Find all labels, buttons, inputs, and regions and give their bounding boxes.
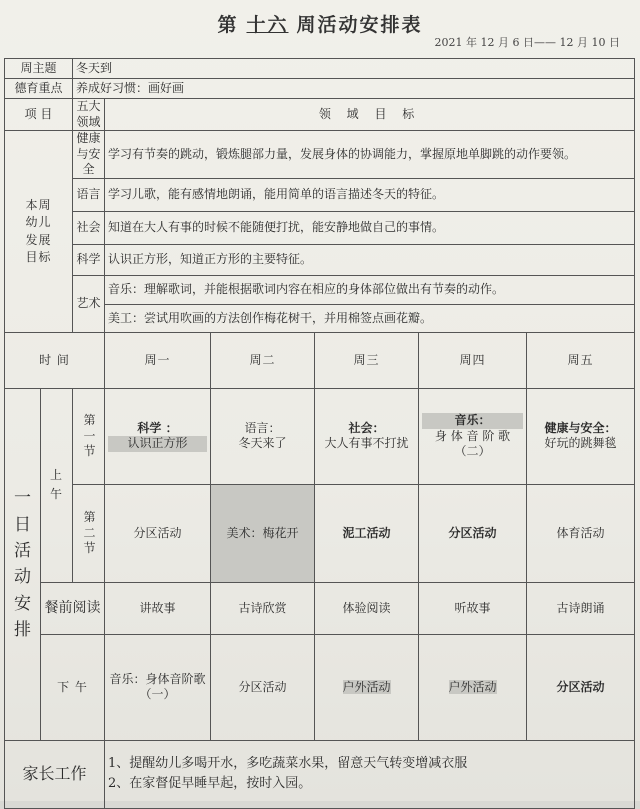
mon-first: 科学 ： 认识正方形 [105, 388, 211, 484]
moral-row [5, 79, 635, 99]
mon-reading: 讲故事 [105, 582, 211, 634]
goal-society: 知道在大人有事的时候不能随便打扰，能安静地做自己的事情。 [105, 211, 635, 244]
afternoon-label: 下 午 [41, 634, 105, 740]
moral-label: 德育重点 [5, 79, 73, 99]
thu-first: 音乐： 身 体 音 阶 歌（二） [419, 388, 527, 484]
second-period-row [5, 484, 635, 582]
tue-reading: 古诗欣赏 [211, 582, 315, 634]
theme-row [5, 59, 635, 79]
wed-afternoon: 户外活动 [315, 634, 419, 740]
thu-second: 分区活动 [419, 484, 527, 582]
domain-arts: 艺术 [73, 275, 105, 332]
item-header: 项 目 [5, 99, 73, 131]
goal-header: 领 域 目 标 [105, 99, 635, 131]
first-period-row [5, 388, 635, 484]
fri-second: 体育活动 [527, 484, 635, 582]
daily-schedule-label: 一日活动安排 [5, 388, 41, 740]
tue-afternoon: 分区活动 [211, 634, 315, 740]
fri-afternoon: 分区活动 [527, 634, 635, 740]
domain-society: 社会 [73, 211, 105, 244]
goal-science: 认识正方形，知道正方形的主要特征。 [105, 244, 635, 275]
goal-language: 学习儿歌，能有感情地朗诵，能用简单的语言描述冬天的特征。 [105, 178, 635, 211]
time-label: 时 间 [5, 332, 105, 388]
domain-language: 语言 [73, 178, 105, 211]
afternoon-row [5, 634, 635, 740]
goal-health: 学习有节奏的跳动，锻炼腿部力量，发展身体的协调能力，掌握原地单脚跳的动作要领。 [105, 131, 635, 179]
day-tue: 周二 [211, 332, 315, 388]
thu-reading: 听故事 [419, 582, 527, 634]
fri-first: 健康与安全： 好玩的跳舞毯 [527, 388, 635, 484]
theme-label: 周主题 [5, 59, 73, 79]
domain-health: 健康与安全 [73, 131, 105, 179]
fri-reading: 古诗朗诵 [527, 582, 635, 634]
tue-first: 语言： 冬天来了 [211, 388, 315, 484]
goal-row-language [5, 178, 635, 211]
wed-first: 社会： 大人有事不打扰 [315, 388, 419, 484]
goal-row-science [5, 244, 635, 275]
development-label: 本周幼儿发展目标 [5, 131, 73, 333]
day-wed: 周三 [315, 332, 419, 388]
page-title [0, 10, 640, 37]
goal-row-health [5, 131, 635, 179]
wed-second: 泥工活动 [315, 484, 419, 582]
mon-second: 分区活动 [105, 484, 211, 582]
goal-arts-craft: 美工：尝试用吹画的方法创作梅花树干，并用棉签点画花瓣。 [105, 304, 635, 332]
moral-value: 养成好习惯：画好画 [73, 79, 635, 99]
title-suffix: 周活动安排表 [296, 14, 423, 36]
reading-row [5, 582, 635, 634]
first-period-label: 第一节 [73, 388, 105, 484]
morning-label: 上午 [41, 388, 73, 582]
wed-reading: 体验阅读 [315, 582, 419, 634]
domain-science: 科学 [73, 244, 105, 275]
parents-item: 1、提醒幼儿多喝开水，多吃蔬菜水果，留意天气转变增减衣服 [108, 755, 468, 771]
parents-label: 家长工作 [5, 740, 105, 808]
mon-afternoon: 音乐：身体音阶歌（一） [105, 634, 211, 740]
day-mon: 周一 [105, 332, 211, 388]
parents-row [5, 740, 635, 808]
date-range: 2021 年 12 月 6 日—— 12 月 10 日 [434, 36, 620, 49]
weekly-plan-table [4, 58, 635, 809]
goals-header-row [5, 99, 635, 131]
goal-row-society [5, 211, 635, 244]
domains-header: 五大领域 [73, 99, 105, 131]
parents-items [105, 740, 635, 808]
theme-value: 冬天到 [73, 59, 635, 79]
second-period-label: 第二节 [73, 484, 105, 582]
title-prefix: 第 [217, 14, 239, 36]
goal-arts-music: 音乐：理解歌词，并能根据歌词内容在相应的身体部位做出有节奏的动作。 [105, 275, 635, 304]
day-fri: 周五 [527, 332, 635, 388]
goal-row-arts-music [5, 275, 635, 304]
week-number: 十六 [246, 14, 289, 36]
time-header-row [5, 332, 635, 388]
tue-second: 美术：梅花开 [211, 484, 315, 582]
day-thu: 周四 [419, 332, 527, 388]
parents-item: 2、在家督促早睡早起，按时入园。 [108, 776, 312, 792]
thu-afternoon: 户外活动 [419, 634, 527, 740]
before-meal-label: 餐前阅读 [41, 582, 105, 634]
